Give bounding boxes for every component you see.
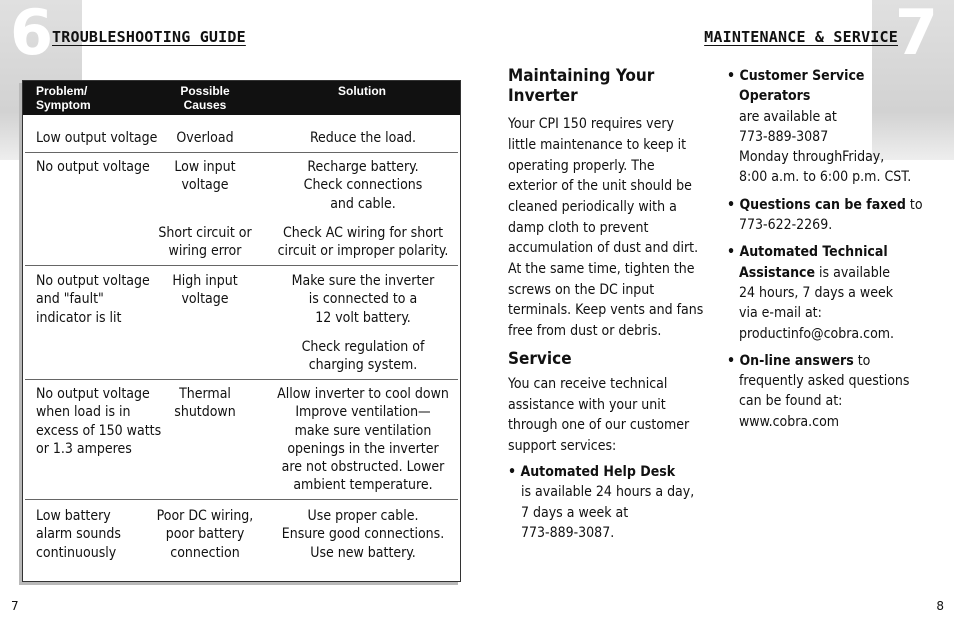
header-solution: Solution <box>338 84 386 98</box>
help-desk-item <box>508 462 718 544</box>
row2-solution-1: Recharge battery. Check connections and cable. <box>303 159 423 212</box>
row5-problem: Low battery alarm sounds continuously <box>36 508 121 561</box>
row-divider <box>25 499 458 500</box>
contact-title: Questions can be faxed <box>739 196 906 213</box>
row-divider <box>25 265 458 266</box>
row2-cause-1: Low input voltage <box>174 159 236 194</box>
contact-text: to 773-622-2269. <box>739 196 923 234</box>
row3-solution-1: Make sure the inverter is connected to a 12 volt battery. <box>291 273 435 326</box>
service-heading: Service <box>508 348 572 369</box>
help-desk-text: is available 24 hours a day, 7 days a week at 773-889-3087. <box>521 484 695 542</box>
troubleshooting-title: TROUBLESHOOTING GUIDE <box>52 28 246 46</box>
row2-solution-2: Check AC wiring for short circuit or improper polarity. <box>277 225 449 260</box>
row5-cause: Poor DC wiring, poor battery connection <box>156 508 254 561</box>
contact-text: to frequently asked questions can be found at: www.cobra.com <box>739 352 910 430</box>
service-body: You can receive technical assistance with your unit through one of our customer support services: <box>508 375 690 454</box>
row-divider <box>25 379 458 380</box>
row4-cause: Thermal shutdown <box>174 386 236 421</box>
page-number-right: 8 <box>936 599 944 613</box>
bullet-marker: • <box>727 196 736 213</box>
contact-title: On-line answers <box>739 352 854 369</box>
bullet-marker: • <box>727 352 736 369</box>
contact-text: are available at 773-889-3087 Monday throughFriday, 8:00 a.m. to 6:00 p.m. CST. <box>739 108 912 186</box>
row4-problem: No output voltage when load is in excess of 150 watts or 1.3 amperes <box>36 386 162 457</box>
contact-item <box>727 242 932 343</box>
bullet-marker: • <box>727 68 736 84</box>
contact-text: is available 24 hours, 7 days a week via e-mail at: productinfo@cobra.com. <box>739 264 895 342</box>
header-causes: Possible Causes <box>180 84 230 112</box>
contact-item <box>727 66 932 188</box>
contacts-column <box>727 66 932 439</box>
troubleshooting-table <box>22 80 461 582</box>
contact-item <box>727 351 932 432</box>
help-desk-title: Automated Help Desk <box>520 463 676 480</box>
row3-solution-2: Check regulation of charging system. <box>301 339 425 374</box>
chapter-number-right: 7 <box>894 0 936 69</box>
maintenance-column <box>508 66 718 544</box>
row-divider <box>25 152 458 153</box>
contact-item <box>727 195 932 236</box>
maintaining-body: Your CPI 150 requires very little maintenance to keep it operating properly. The exterior of the unit should be cleaned periodically with a damp cloth to prevent accumulation of dust and dirt. At the same time, tighten the screws on the DC input terminals. Keep vents and fans free from dust or debris. <box>508 116 704 340</box>
bullet-marker: • <box>727 244 736 261</box>
header-problem: Problem/ Symptom <box>36 84 91 112</box>
contact-title: Automated Technical Assistance <box>739 244 888 281</box>
row2-problem: No output voltage <box>36 159 150 175</box>
row3-cause: High input voltage <box>172 273 238 308</box>
page-number-left: 7 <box>11 599 19 613</box>
row4-solution: Allow inverter to cool down Improve ventilation— make sure ventilation openings in the inverter are not obstructed. Lower ambient temperature. <box>277 386 449 494</box>
table-header <box>23 81 460 115</box>
row1-solution: Reduce the load. <box>309 130 417 146</box>
row5-solution: Use proper cable. Ensure good connections. Use new battery. <box>281 508 445 561</box>
bullet-marker: • <box>508 463 517 480</box>
row1-problem: Low output voltage <box>36 130 158 146</box>
row3-problem: No output voltage and "fault" indicator is lit <box>36 273 150 326</box>
chapter-number-left: 6 <box>10 0 52 69</box>
contact-title: Customer Service Operators <box>739 68 865 105</box>
maintaining-heading: Maintaining Your Inverter <box>508 66 655 107</box>
row1-cause: Overload <box>176 130 234 146</box>
row2-cause-2: Short circuit or wiring error <box>158 225 252 260</box>
maintenance-title: MAINTENANCE & SERVICE <box>704 28 898 46</box>
